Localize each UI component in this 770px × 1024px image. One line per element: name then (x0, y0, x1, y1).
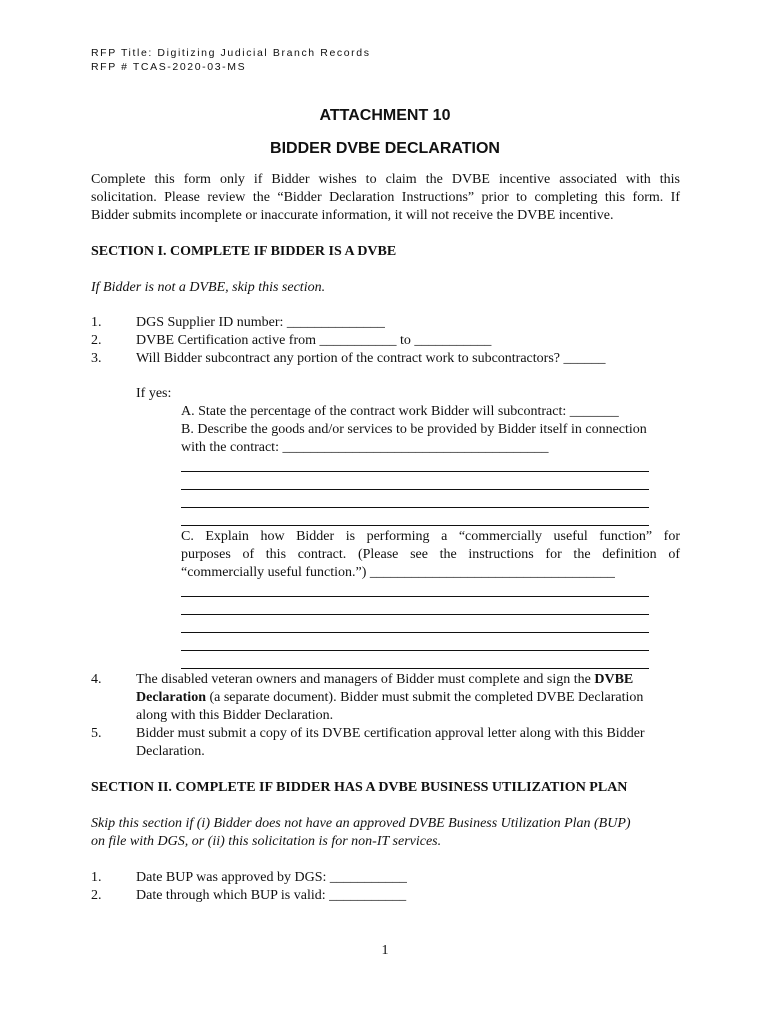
commercially-useful-line-3: “commercially useful function.”) ___________________________________ (181, 565, 615, 580)
section-1-note: If Bidder is not a DVBE, skip this section. (91, 280, 326, 295)
section-2-note-line-2: on file with DGS, or (ii) this solicitation is for non-IT services. (91, 834, 442, 849)
item-3-number: 3. (91, 351, 102, 366)
bup-valid-date-field: Date through which BUP is valid: ___________ (136, 888, 407, 903)
item-1-number: 1. (91, 315, 102, 330)
answer-blank-line (181, 614, 649, 615)
rfp-number-header: RFP # TCAS-2020-03-MS (91, 61, 247, 73)
item-5-line-2: Declaration. (136, 744, 205, 759)
item-4-text-2: (a separate document). Bidder must submit the completed DVBE Declaration (205, 690, 644, 705)
item-4-line-2 (136, 689, 643, 707)
intro-line-2: solicitation. Please review the “Bidder Declaration Instructions” prior to completing this form. If (91, 190, 680, 205)
certification-dates-field: DVBE Certification active from ___________ to ___________ (136, 333, 492, 348)
intro-line-3: Bidder submits incomplete or inaccurate information, it will not receive the DVBE incentive. (91, 208, 614, 223)
attachment-title: ATTACHMENT 10 (319, 107, 451, 124)
item-4-bold-declaration: Declaration (136, 690, 206, 705)
item-5-number: 5. (91, 726, 102, 741)
answer-blank-line (181, 650, 649, 651)
answer-blank-line (181, 507, 649, 508)
item-4-text: The disabled veteran owners and managers of Bidder must complete and sign the (136, 672, 595, 687)
item-4-bold-dvbe: DVBE (594, 672, 634, 687)
item-4-line-1 (136, 671, 680, 689)
form-title: BIDDER DVBE DECLARATION (270, 140, 500, 157)
intro-line-1: Complete this form only if Bidder wishes to claim the DVBE incentive associated with this (91, 172, 680, 187)
answer-blank-line (181, 525, 649, 526)
answer-blank-line (181, 489, 649, 490)
page-number: 1 (381, 943, 389, 958)
section-1-heading: SECTION I. COMPLETE IF BIDDER IS A DVBE (91, 244, 397, 259)
section-2-note-line-1: Skip this section if (i) Bidder does not have an approved DVBE Business Utilization Plan (BUP) (91, 816, 631, 831)
bup-item-2-number: 2. (91, 888, 102, 903)
item-4-number: 4. (91, 672, 102, 687)
answer-blank-line (181, 632, 649, 633)
commercially-useful-line-2: purposes of this contract. (Please see the instructions for the definition of (181, 547, 680, 562)
goods-services-line-1: B. Describe the goods and/or services to be provided by Bidder itself in connection (181, 422, 647, 437)
goods-services-line-2: with the contract: ______________________________________ (181, 440, 549, 455)
item-4-line-3: along with this Bidder Declaration. (136, 708, 334, 723)
subcontract-percentage-field: A. State the percentage of the contract work Bidder will subcontract: _______ (181, 404, 619, 419)
subcontract-question: Will Bidder subcontract any portion of the contract work to subcontractors? ______ (136, 351, 606, 366)
section-2-heading: SECTION II. COMPLETE IF BIDDER HAS A DVBE BUSINESS UTILIZATION PLAN (91, 780, 628, 795)
if-yes-label: If yes: (136, 386, 172, 401)
item-2-number: 2. (91, 333, 102, 348)
supplier-id-field: DGS Supplier ID number: ______________ (136, 315, 385, 330)
rfp-title-header: RFP Title: Digitizing Judicial Branch Records (91, 47, 371, 59)
answer-blank-line (181, 596, 649, 597)
answer-blank-line (181, 471, 649, 472)
bup-item-1-number: 1. (91, 870, 102, 885)
commercially-useful-line-1: C. Explain how Bidder is performing a “commercially useful function” for (181, 529, 680, 544)
bup-approved-date-field: Date BUP was approved by DGS: ___________ (136, 870, 407, 885)
answer-blank-line (181, 668, 649, 669)
item-5-line-1: Bidder must submit a copy of its DVBE certification approval letter along with this Bidder (136, 726, 645, 741)
